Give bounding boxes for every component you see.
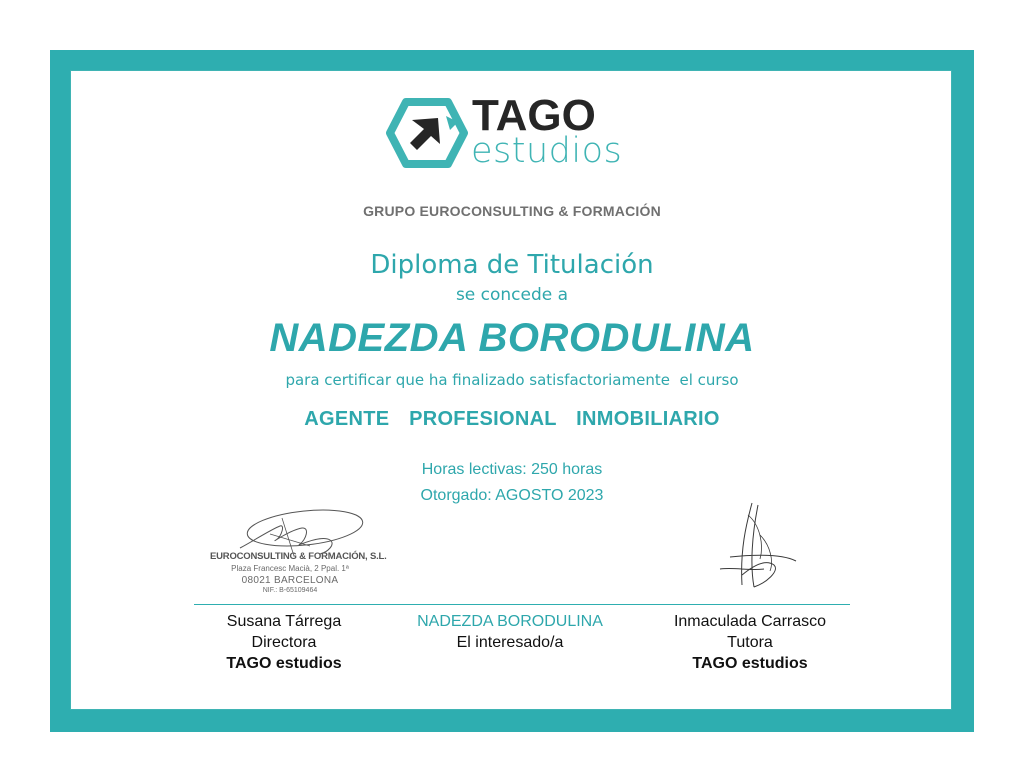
granted-to-label: se concede a — [455, 285, 569, 305]
recipient-role: El interesado/a — [456, 634, 564, 651]
signature-block-recipient — [390, 611, 630, 653]
certify-statement: para certificar que ha finalizado satisfactoriamente el curso — [285, 371, 739, 389]
company-stamp — [210, 500, 387, 600]
recipient-signer-name: NADEZDA BORODULINA — [417, 613, 603, 630]
diploma-title: Diploma de Titulación — [370, 250, 654, 280]
signature-line — [194, 604, 850, 605]
stamp-city: 08021 BARCELONA — [241, 575, 339, 586]
tutor-role: Tutora — [727, 634, 773, 651]
tutor-signature — [700, 495, 810, 595]
hexagon-arrow-icon — [384, 92, 470, 174]
logo-sub-text: estudios — [471, 131, 623, 171]
stamp-address: Plaza Francesc Macià, 2 Ppal. 1ª — [231, 564, 349, 573]
tago-estudios-logo — [384, 92, 644, 174]
signature-block-tutor — [630, 611, 870, 674]
course-hours: Horas lectivas: 250 horas — [421, 461, 603, 478]
stamp-company: EUROCONSULTING & FORMACIÓN, S.L. — [210, 551, 387, 562]
handwritten-signature-icon — [700, 495, 810, 595]
granted-date: Otorgado: AGOSTO 2023 — [420, 487, 604, 504]
logo-brand-text: TAGO — [472, 91, 596, 140]
director-org: TAGO estudios — [226, 655, 342, 672]
signature-block-director — [164, 611, 404, 674]
tutor-org: TAGO estudios — [692, 655, 808, 672]
stamp-nif: NIF.: B-65109464 — [262, 587, 318, 594]
tutor-name: Inmaculada Carrasco — [673, 613, 827, 630]
group-name: GRUPO EUROCONSULTING & FORMACIÓN — [363, 203, 661, 219]
recipient-name: NADEZDA BORODULINA — [269, 316, 755, 360]
director-name: Susana Tárrega — [226, 613, 342, 630]
director-role: Directora — [251, 634, 317, 651]
course-name: AGENTE PROFESIONAL INMOBILIARIO — [304, 408, 720, 430]
